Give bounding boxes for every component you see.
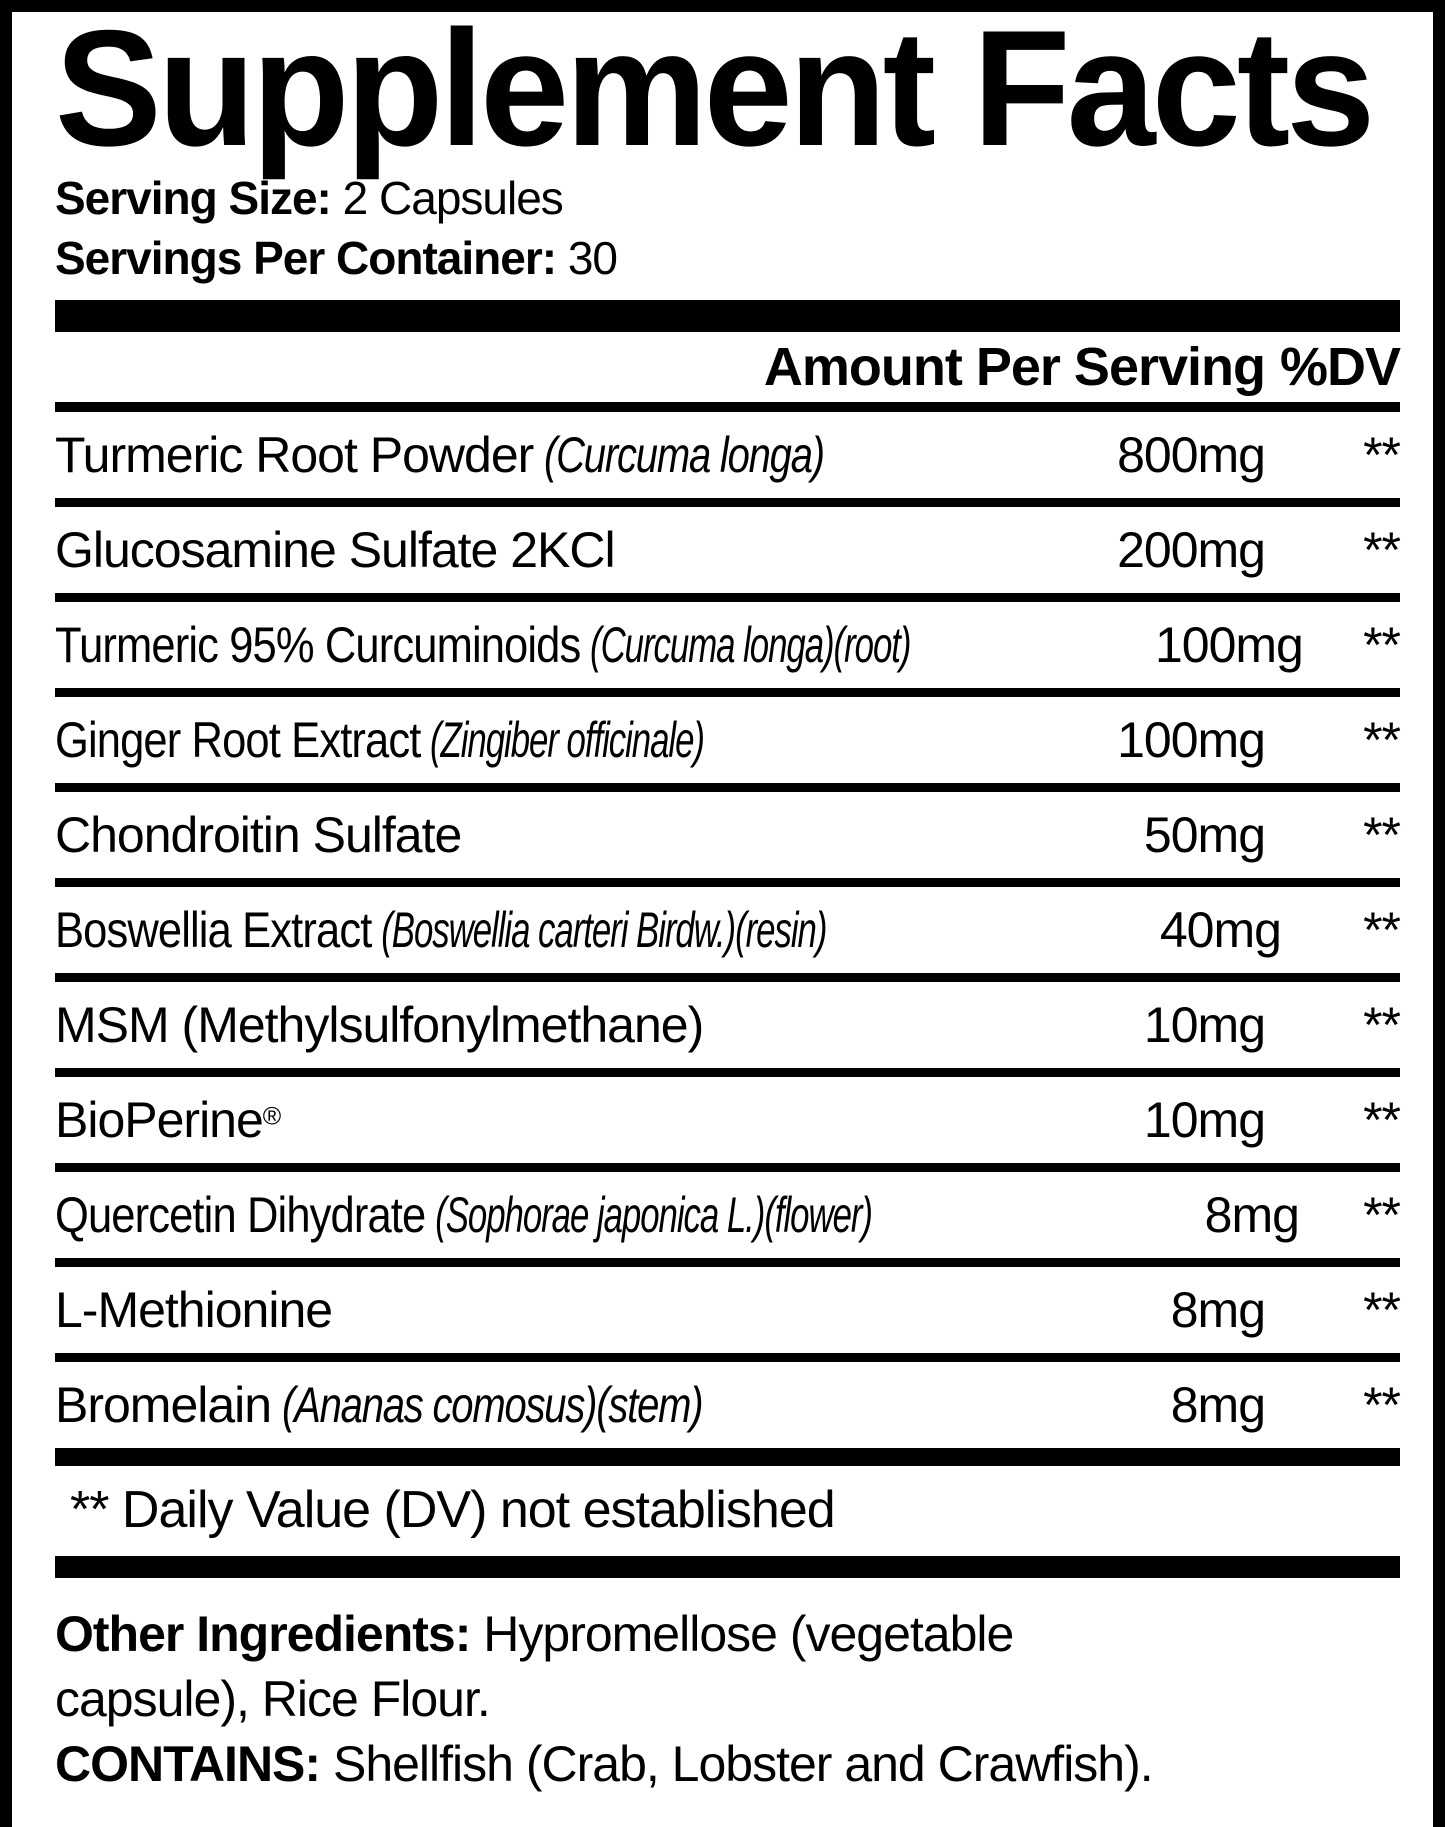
- servings-per-container-line: [55, 228, 1400, 288]
- other-ingredients-text: Hypromellose (vegetable: [483, 1606, 1014, 1662]
- table-row: [55, 593, 1400, 688]
- contains-label: CONTAINS:: [55, 1736, 321, 1792]
- ingredient-table: [55, 412, 1400, 1448]
- ingredient-name: Ginger Root Extract (Zingiber officinale): [55, 712, 705, 768]
- ingredient-dv: **: [1363, 1377, 1400, 1433]
- ingredient-name: Turmeric Root Powder (Curcuma longa): [55, 427, 825, 483]
- serving-size-label: Serving Size:: [55, 172, 331, 224]
- ingredient-dv: **: [1363, 427, 1400, 483]
- ingredient-amount: 8mg: [1170, 1282, 1265, 1338]
- ingredient-name: Glucosamine Sulfate 2KCl: [55, 522, 615, 578]
- percent-dv-header: %DV: [1279, 337, 1400, 397]
- other-ingredients-line1: [55, 1602, 1400, 1667]
- ingredient-dv: **: [1363, 997, 1400, 1053]
- other-ingredients-line2: capsule), Rice Flour.: [55, 1671, 490, 1727]
- ingredient-amount: 100mg: [1154, 617, 1303, 673]
- contains-statement: [55, 1732, 1400, 1797]
- ingredient-name: Quercetin Dihydrate (Sophorae japonica L.)(flower): [55, 1187, 872, 1243]
- ingredient-dv: **: [1363, 712, 1400, 768]
- daily-value-footnote: ** Daily Value (DV) not established: [70, 1481, 835, 1539]
- table-row: [55, 1163, 1400, 1258]
- table-row: [55, 878, 1400, 973]
- serving-size-value: 2 Capsules: [342, 172, 563, 224]
- ingredient-amount: 800mg: [1117, 427, 1265, 483]
- ingredient-name: Turmeric 95% Curcuminoids (Curcuma longa)(root): [55, 617, 911, 673]
- ingredient-amount: 8mg: [1170, 1377, 1265, 1433]
- amount-per-serving-header: Amount Per Serving: [763, 337, 1265, 397]
- divider: [55, 300, 1400, 332]
- divider: [55, 1448, 1400, 1466]
- ingredient-name: BioPerine®: [55, 1092, 281, 1148]
- other-ingredients-label: Other Ingredients:: [55, 1606, 471, 1662]
- ingredient-amount: 50mg: [1143, 807, 1265, 863]
- table-row: [55, 688, 1400, 783]
- table-row: [55, 498, 1400, 593]
- table-row: [55, 973, 1400, 1068]
- other-ingredients-block: [55, 1602, 1400, 1797]
- table-row: [55, 1068, 1400, 1163]
- ingredient-amount: 100mg: [1117, 712, 1265, 768]
- table-row: [55, 1353, 1400, 1448]
- ingredient-name: Bromelain (Ananas comosus)(stem): [55, 1377, 703, 1433]
- ingredient-dv: **: [1363, 617, 1400, 673]
- ingredient-name: Boswellia Extract (Boswellia carteri Birdw.)(resin): [55, 902, 827, 958]
- ingredient-name: MSM (Methylsulfonylmethane): [55, 997, 704, 1053]
- ingredient-dv: **: [1363, 1282, 1400, 1338]
- servings-per-container-label: Servings Per Container:: [55, 232, 557, 284]
- ingredient-amount: 200mg: [1117, 522, 1265, 578]
- servings-per-container-value: 30: [567, 232, 617, 284]
- serving-info: [55, 168, 1400, 288]
- ingredient-amount: 10mg: [1143, 997, 1265, 1053]
- ingredient-dv: **: [1363, 902, 1400, 958]
- divider: [55, 402, 1400, 412]
- ingredient-amount: 8mg: [1204, 1187, 1299, 1243]
- table-row: [55, 1258, 1400, 1353]
- ingredient-dv: **: [1363, 1092, 1400, 1148]
- ingredient-dv: **: [1363, 1187, 1400, 1243]
- ingredient-dv: **: [1363, 522, 1400, 578]
- ingredient-name: L-Methionine: [55, 1282, 333, 1338]
- ingredient-amount: 40mg: [1159, 902, 1281, 958]
- table-row: [55, 783, 1400, 878]
- contains-text: Shellfish (Crab, Lobster and Crawfish).: [332, 1736, 1153, 1792]
- ingredient-amount: 10mg: [1143, 1092, 1265, 1148]
- page-title: Supplement Facts: [55, 0, 1372, 180]
- ingredient-dv: **: [1363, 807, 1400, 863]
- table-header: [55, 332, 1400, 402]
- ingredient-name: Chondroitin Sulfate: [55, 807, 462, 863]
- table-row: [55, 412, 1400, 498]
- divider: [55, 1556, 1400, 1578]
